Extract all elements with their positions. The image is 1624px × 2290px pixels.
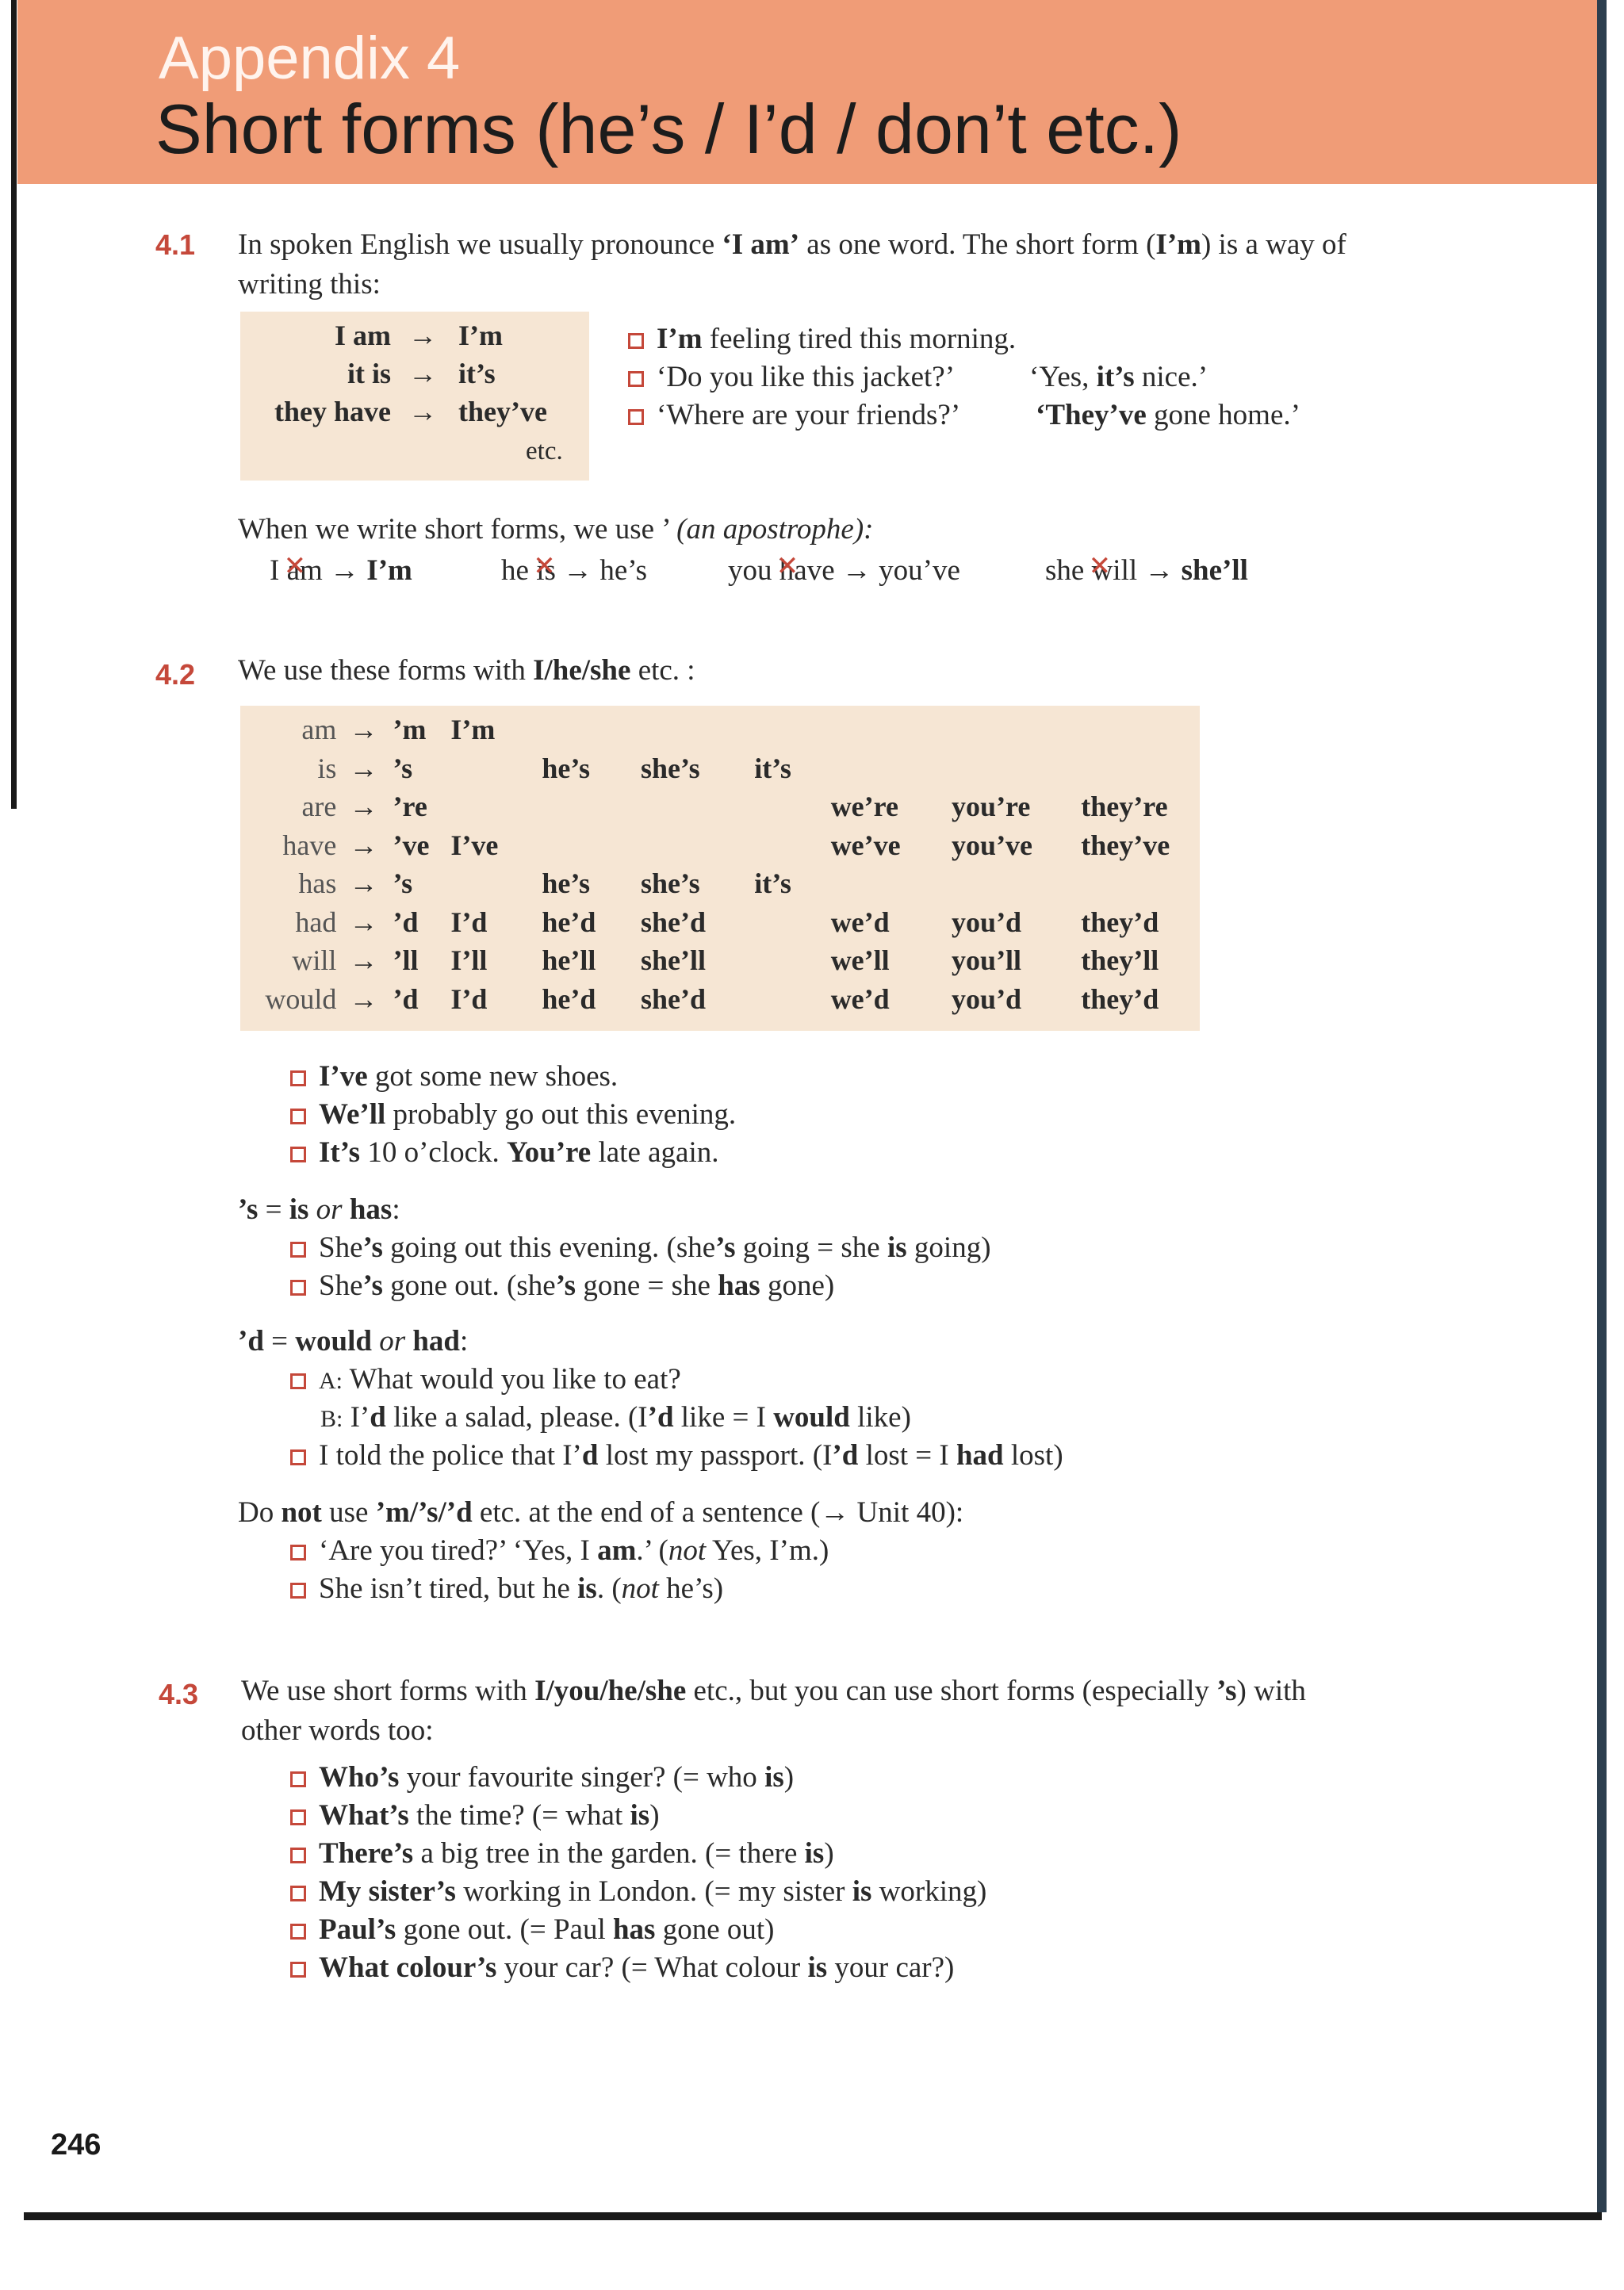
t: gone = she [576,1269,718,1302]
example-line [290,1835,834,1873]
t: going = she [735,1231,887,1264]
example-bold: is [804,1837,825,1870]
apos-result: she’ll [1181,554,1248,587]
suffix-cell: ’d [393,906,419,938]
example-bold: it’s [1096,361,1135,393]
box-right: it’s [458,358,496,389]
example-line [290,1911,775,1949]
example-bold: Who’s [319,1761,400,1794]
left-border-rule [11,0,17,809]
example-line [290,1949,954,1987]
bullet-box-icon [290,1147,306,1162]
t: is [887,1231,907,1264]
t: Yes, I’m.) [706,1534,829,1567]
speaker-label: A: [319,1368,343,1394]
suffix-cell: ’m [393,714,427,746]
example-text: late again. [591,1136,719,1169]
arrow-cell: → [349,752,378,784]
example-bold: What’s [319,1799,409,1832]
intro-bold: ‘I am’ [722,228,800,261]
box-left: I am [335,320,391,351]
t: d [370,1401,386,1434]
example-text: your car?) [827,1951,955,1984]
t: like a salad, please. (I [385,1401,648,1434]
short-form-cell: we’d [830,982,890,1015]
short-form-cell: she’d [640,982,706,1015]
t: he’s) [658,1572,724,1605]
example-text: gone home.’ [1146,399,1300,431]
note-text: When we write short forms, we use ’ [238,513,677,546]
full-form-cell: have [282,829,337,861]
short-form-cell: he’s [542,867,591,900]
table-row [240,903,1200,942]
suffix-cell: ’ll [393,944,419,977]
table-row [240,826,1200,865]
t: ’s [555,1269,576,1302]
short-form-cell: I’ll [450,944,488,977]
short-form-cell [634,787,748,826]
table-row [240,941,1200,980]
apos-pre: you [728,554,779,587]
short-form-cell: it’s [754,752,791,784]
heading-bold: has [349,1193,393,1226]
apos-post: ve [806,554,835,587]
t: ’m/’s/’d [375,1496,473,1529]
full-form-cell: had [295,906,337,938]
t: am [597,1534,637,1567]
page-title: Short forms (he’s / I’d / don’t etc.) [155,90,1182,168]
short-form-cell: she’d [640,906,706,938]
section-number: 4.2 [155,658,196,691]
crossed-letters: wi ✕ [1092,552,1121,590]
example-line [290,1229,991,1267]
bullet-box-icon [290,1583,306,1599]
t: not [668,1534,707,1567]
example-line [290,1873,986,1911]
t: like = I [673,1401,774,1434]
t: I told the police that I’ [319,1439,582,1472]
short-form-cell [444,749,535,788]
short-form-cell [535,710,634,749]
example-line [290,1532,829,1570]
t: going) [906,1231,991,1264]
suffix-cell: ’ve [393,829,430,861]
example-line [320,1399,911,1438]
short-forms-table [240,710,1200,1018]
example-line [290,1797,660,1835]
example-line [290,1570,723,1608]
short-form-cell [748,903,824,942]
t: Do [238,1496,282,1529]
full-form-cell: is [317,752,337,784]
t: other words too: [241,1714,434,1747]
example-text: 10 o’clock. [360,1136,508,1169]
example-text: working in London. (= my sister [455,1875,852,1908]
short-form-cell [945,749,1074,788]
short-form-cell: I’d [450,982,488,1015]
appendix-title: Appendix 4 [159,25,461,92]
short-form-cell [1074,749,1200,788]
right-border-rule [1597,0,1607,2212]
short-form-cell [1074,864,1200,903]
box-right: I’m [458,320,503,351]
intro-text: ) is a way of [1201,228,1346,261]
apostrophe-example [501,552,647,590]
table-row [240,787,1200,826]
t: .’ ( [636,1534,668,1567]
bottom-border-rule [24,2212,1602,2220]
example-reply [1036,396,1300,435]
t: ’s [1216,1675,1237,1707]
box-arrow: → [408,320,437,351]
t: ’d [832,1439,859,1472]
short-form-cell: he’d [542,982,596,1015]
box-etc: etc. [526,437,563,465]
table-row [240,749,1200,788]
bullet-box-icon [290,1545,306,1560]
short-form-cell [748,710,824,749]
t: like) [849,1401,911,1434]
t: gone) [760,1269,835,1302]
bullet-box-icon [290,1280,306,1296]
t: ’s [362,1231,383,1264]
section-number: 4.1 [155,228,196,261]
box-arrow: → [408,396,437,427]
example-bold: I’ve [319,1060,368,1093]
t: etc., but you can use short forms (especially [686,1675,1217,1707]
t: What would you like to eat? [343,1363,681,1396]
intro-text: In spoken English we usually pronounce [238,228,722,261]
bullet-box-icon [290,1809,306,1825]
t: not [281,1496,322,1529]
arrow: → [834,554,879,587]
example-text: ) [824,1837,834,1870]
t: has [718,1269,760,1302]
example-reply [1029,358,1208,396]
section-4-2-intro [238,652,695,690]
apostrophe-example [728,552,960,590]
t: would [773,1401,850,1434]
short-form-cell: they’re [1081,791,1168,823]
short-form-cell [1074,710,1200,749]
short-form-cell: they’ll [1081,944,1159,977]
example-line [290,1759,794,1797]
bullet-box-icon [628,333,644,349]
example-text: gone out) [655,1913,775,1946]
bullet-box-icon [290,1373,306,1389]
short-form-cell: they’d [1081,906,1159,938]
short-form-cell: it’s [754,867,791,900]
bullet-box-icon [290,1109,306,1124]
bullet-box-icon [290,1924,306,1940]
short-form-cell: she’s [640,867,700,900]
bullet-box-icon [290,1070,306,1086]
example-text: ‘Yes, [1029,361,1097,393]
short-form-cell [634,826,748,865]
apostrophe-example [1045,552,1248,590]
apos-post: m [300,554,323,587]
example-text: your favourite singer? (= who [399,1761,765,1794]
short-form-cell [748,941,824,980]
heading-bold: is [289,1193,309,1226]
d-equals-heading [238,1323,468,1361]
suffix-cell: ’re [393,791,427,823]
table-row [240,980,1200,1019]
short-form-cell: you’d [952,982,1022,1015]
speaker-label: B: [320,1406,343,1432]
t: lost my passport. (I [598,1439,833,1472]
full-form-cell: has [298,867,337,900]
t: lost = I [858,1439,956,1472]
t: She [319,1231,363,1264]
example-bold: What colour’s [319,1951,497,1984]
bullet-box-icon [628,409,644,425]
short-form-cell [945,710,1074,749]
short-form-cell: they’d [1081,982,1159,1015]
t: is [577,1572,597,1605]
short-form-cell [748,826,824,865]
s-equals-heading [238,1191,400,1229]
bullet-box-icon [628,371,644,387]
t: ‘Are you tired?’ ‘Yes, I [319,1534,598,1567]
example-line [290,1267,834,1305]
suffix-cell: ’s [393,867,413,900]
t: not [621,1572,659,1605]
example-bold: I’m [657,323,703,355]
example-text: ) [783,1761,795,1794]
box-left: they have [274,396,391,427]
short-form-cell [444,787,535,826]
example-bold: We’ll [319,1098,386,1131]
t: I/you/he/she [534,1675,687,1707]
short-form-cell: we’d [830,906,890,938]
intro-text: etc. : [630,654,695,687]
example-line [290,1361,681,1400]
bullet-box-icon [290,1449,306,1465]
short-form-cell: he’s [542,752,591,784]
apos-result: you’ve [879,554,960,587]
example-line [290,1096,736,1134]
short-form-cell: we’ve [830,829,901,861]
box-arrow: → [408,358,437,389]
t: ’s [715,1231,736,1264]
short-form-cell [634,710,748,749]
example-text: ‘Where are your friends?’ [657,399,961,431]
example-text: your car? (= What colour [496,1951,808,1984]
arrow-cell: → [349,982,378,1015]
t: We use short forms with [241,1675,535,1707]
short-form-cell [535,826,634,865]
table-row [240,864,1200,903]
bullet-box-icon [290,1848,306,1863]
t: ’s [362,1269,383,1302]
t: = [263,1325,296,1358]
heading-text: : [392,1193,400,1226]
bullet-box-icon [290,1771,306,1787]
example-bold: Paul’s [319,1913,396,1946]
example-text: ) [649,1799,660,1832]
intro-text: We use these forms with [238,654,534,687]
t: ’d [238,1325,264,1358]
full-form-cell: would [265,982,337,1015]
t: I’ [343,1401,370,1434]
example-bold: has [612,1913,656,1946]
short-form-cell: you’ve [952,829,1033,861]
example-bold: is [807,1951,828,1984]
section-number: 4.3 [159,1678,199,1710]
apos-pre: he [501,554,537,587]
t: . ( [596,1572,622,1605]
t: etc. at the end of a sentence (→ Unit 40): [472,1496,964,1529]
page-number: 246 [51,2128,102,2162]
box-left: it is [347,358,391,389]
t: or [371,1325,413,1358]
t: lost) [1003,1439,1063,1472]
short-form-cell: you’re [952,791,1031,823]
short-form-cell [945,864,1074,903]
apos-result: I’m [366,554,412,587]
heading-italic: or [308,1193,350,1226]
example-text: working) [871,1875,987,1908]
example-line [290,1134,719,1172]
crossed-letters: ha ✕ [779,552,807,590]
suffix-cell: ’d [393,982,419,1015]
t: She isn’t tired, but he [319,1572,578,1605]
arrow-cell: → [349,944,378,977]
short-forms-box [240,312,589,481]
apos-post: ll [1120,554,1138,587]
t: She [319,1269,363,1302]
short-form-cell [748,980,824,1019]
short-form-cell [748,787,824,826]
heading-text: = [258,1193,289,1226]
arrow-cell: → [349,714,378,746]
example-bold: ‘They’ve [1036,399,1147,431]
example-bold: There’s [319,1837,414,1870]
intro-text: as one word. The short form ( [799,228,1156,261]
example-bold: My sister’s [319,1875,456,1908]
short-form-cell: they’ve [1081,829,1170,861]
t: ’d [647,1401,674,1434]
short-form-cell [825,710,945,749]
short-form-cell: he’ll [542,944,596,977]
apos-result: he’s [599,554,647,587]
short-form-cell [825,864,945,903]
example-line [628,358,955,396]
crossed-letters: i ✕ [536,552,544,590]
example-text: nice.’ [1134,361,1208,393]
arrow: → [1137,554,1182,587]
full-form-cell: am [301,714,337,746]
example-line [628,320,1016,358]
example-bold: It’s [319,1136,361,1169]
example-text: ‘Do you like this jacket?’ [657,361,956,393]
intro-bold: I/he/she [533,654,631,687]
apos-pre: she [1045,554,1092,587]
example-text: feeling tired this morning. [702,323,1017,355]
full-form-cell: are [301,791,337,823]
short-form-cell: she’s [640,752,700,784]
short-form-cell: I’m [450,714,496,746]
heading-bold: ’s [238,1193,259,1226]
intro-text: writing this: [238,268,381,301]
apostrophe-example [270,552,412,590]
short-form-cell: you’ll [952,944,1022,977]
example-bold: is [852,1875,872,1908]
do-not-heading [238,1494,963,1532]
t: gone out. (she [382,1269,556,1302]
t: had [956,1439,1004,1472]
example-line [290,1058,618,1096]
arrow-cell: → [349,867,378,900]
short-form-cell: I’ve [450,829,499,861]
intro-bold: I’m [1155,228,1201,261]
short-form-cell [535,787,634,826]
example-text: got some new shoes. [367,1060,619,1093]
t: going out this evening. (she [382,1231,716,1264]
short-form-cell: we’re [830,791,898,823]
arrow-cell: → [349,829,378,861]
t: : [460,1325,469,1358]
arrow: → [322,554,367,587]
example-bold: is [764,1761,784,1794]
short-form-cell: we’ll [830,944,890,977]
section-4-1-intro [238,225,1483,304]
t: would [295,1325,372,1358]
apos-pre: I [270,554,287,587]
t: use [321,1496,376,1529]
example-bold: is [630,1799,650,1832]
table-row [240,710,1200,749]
suffix-cell: ’s [393,752,413,784]
box-right: they’ve [458,396,547,427]
short-form-cell [825,749,945,788]
short-form-cell: you’d [952,906,1022,938]
example-text: gone out. (= Paul [396,1913,613,1946]
arrow-cell: → [349,906,378,938]
example-line [628,396,960,435]
bullet-box-icon [290,1962,306,1978]
arrow-cell: → [349,791,378,823]
example-text: a big tree in the garden. (= there [413,1837,805,1870]
short-form-cell: I’d [450,906,488,938]
example-bold: You’re [507,1136,592,1169]
bullet-box-icon [290,1886,306,1901]
t: d [581,1439,599,1472]
apos-post: s [544,554,556,587]
short-forms-grid [240,710,1200,1018]
example-line [290,1437,1063,1475]
short-form-cell [444,864,535,903]
section-4-3-intro [241,1672,1494,1751]
bullet-box-icon [290,1242,306,1258]
apostrophe-note [238,511,873,549]
full-form-cell: will [292,944,337,977]
t: ) with [1236,1675,1306,1707]
crossed-letters: a ✕ [287,552,300,590]
example-text: probably go out this evening. [385,1098,737,1131]
t: had [412,1325,460,1358]
short-form-cell: he’d [542,906,596,938]
note-italic: (an apostrophe): [676,513,874,546]
example-text: the time? (= what [408,1799,630,1832]
arrow: → [555,554,600,587]
short-form-cell: she’ll [640,944,706,977]
